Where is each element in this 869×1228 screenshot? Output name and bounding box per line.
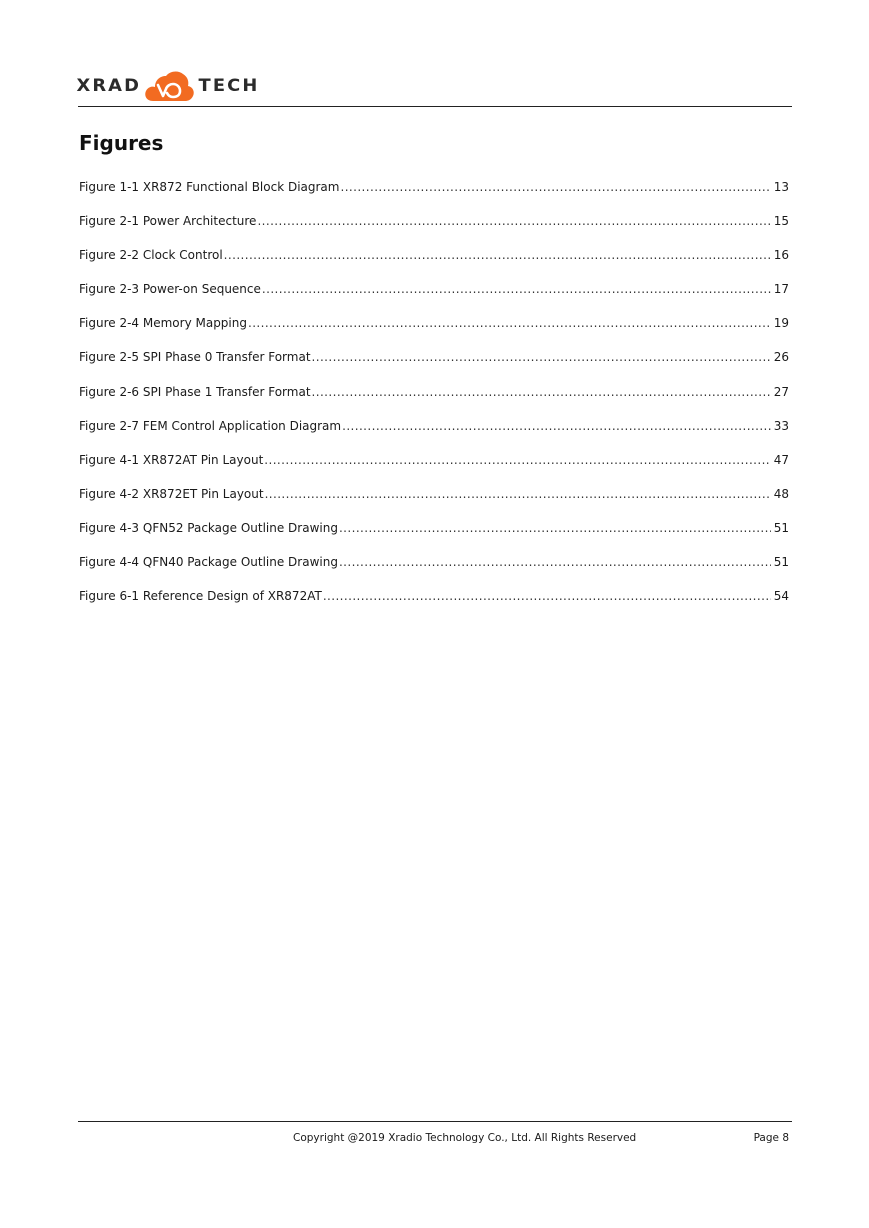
toc-entry-page: 13 (773, 180, 789, 194)
toc-entry-page: 47 (773, 452, 789, 467)
toc-dot-leader (312, 350, 771, 364)
toc-entry[interactable] (79, 555, 789, 589)
toc-entry[interactable] (79, 589, 789, 623)
page-header (78, 62, 792, 107)
toc-dot-leader (257, 214, 770, 228)
toc-entry-label: Figure 4-2 XR872ET Pin Layout (79, 486, 264, 501)
logo-text-left: XRAD (76, 76, 142, 96)
toc-entry-label: Figure 2-4 Memory Mapping (79, 316, 247, 331)
toc-dot-leader (323, 589, 771, 603)
toc-dot-leader (265, 487, 771, 501)
toc-entry-page: 51 (773, 555, 789, 570)
toc-entry-label: Figure 2-3 Power-on Sequence (79, 282, 261, 297)
toc-dot-leader (339, 521, 771, 535)
toc-entry-page: 33 (773, 418, 789, 433)
toc-entry[interactable] (79, 350, 789, 384)
toc-dot-leader (342, 419, 771, 433)
toc-entry-label: Figure 6-1 Reference Design of XR872AT (79, 589, 322, 604)
toc-entry-page: 27 (773, 384, 789, 399)
toc-entry[interactable] (79, 521, 789, 555)
toc-entry-label: Figure 4-1 XR872AT Pin Layout (79, 452, 264, 467)
toc-entry[interactable] (79, 487, 789, 521)
toc-entry-label: Figure 2-5 SPI Phase 0 Transfer Format (79, 350, 311, 365)
footer-copyright: Copyright @2019 Xradio Technology Co., Ltd. All Rights Reserved (293, 1132, 637, 1144)
toc-entry-label: Figure 1-1 XR872 Functional Block Diagram (79, 180, 340, 194)
toc-entry-label: Figure 2-7 FEM Control Application Diagram (79, 418, 342, 433)
toc-entry-page: 51 (773, 520, 789, 535)
toc-entry-page: 19 (773, 316, 789, 331)
toc-entry-label: Figure 2-6 SPI Phase 1 Transfer Format (79, 384, 311, 399)
logo-text-right: TECH (199, 76, 260, 96)
toc-dot-leader (224, 248, 771, 262)
toc-entry[interactable] (79, 453, 789, 487)
toc-dot-leader (248, 316, 771, 330)
toc-dot-leader (339, 555, 771, 569)
toc-entry-page: 15 (773, 214, 789, 229)
toc-dot-leader (262, 282, 771, 296)
toc-dot-leader (340, 180, 770, 194)
toc-entry[interactable] (79, 214, 789, 248)
footer-divider (78, 1121, 792, 1122)
toc-entry[interactable] (79, 316, 789, 350)
toc-dot-leader (312, 385, 771, 399)
toc-entry[interactable] (79, 282, 789, 316)
toc-entry-page: 16 (773, 248, 789, 263)
toc-entry-label: Figure 2-1 Power Architecture (79, 214, 257, 229)
toc-dot-leader (264, 453, 770, 467)
toc-entry[interactable] (79, 385, 789, 419)
toc-entry[interactable] (79, 419, 789, 453)
figures-list (79, 180, 789, 623)
footer-page-number: Page 8 (753, 1132, 789, 1144)
toc-entry-label: Figure 2-2 Clock Control (79, 248, 223, 263)
toc-entry-page: 48 (773, 486, 789, 501)
toc-entry-page: 17 (773, 282, 789, 297)
toc-entry-label: Figure 4-4 QFN40 Package Outline Drawing (79, 555, 338, 570)
company-logo (78, 68, 258, 104)
toc-entry-label: Figure 4-3 QFN52 Package Outline Drawing (79, 520, 338, 535)
toc-entry[interactable] (79, 248, 789, 282)
page-title: Figures (79, 131, 164, 155)
toc-entry[interactable] (79, 180, 789, 214)
toc-entry-page: 54 (773, 589, 789, 604)
toc-entry-page: 26 (773, 350, 789, 365)
cloud-logo-icon (143, 68, 195, 104)
